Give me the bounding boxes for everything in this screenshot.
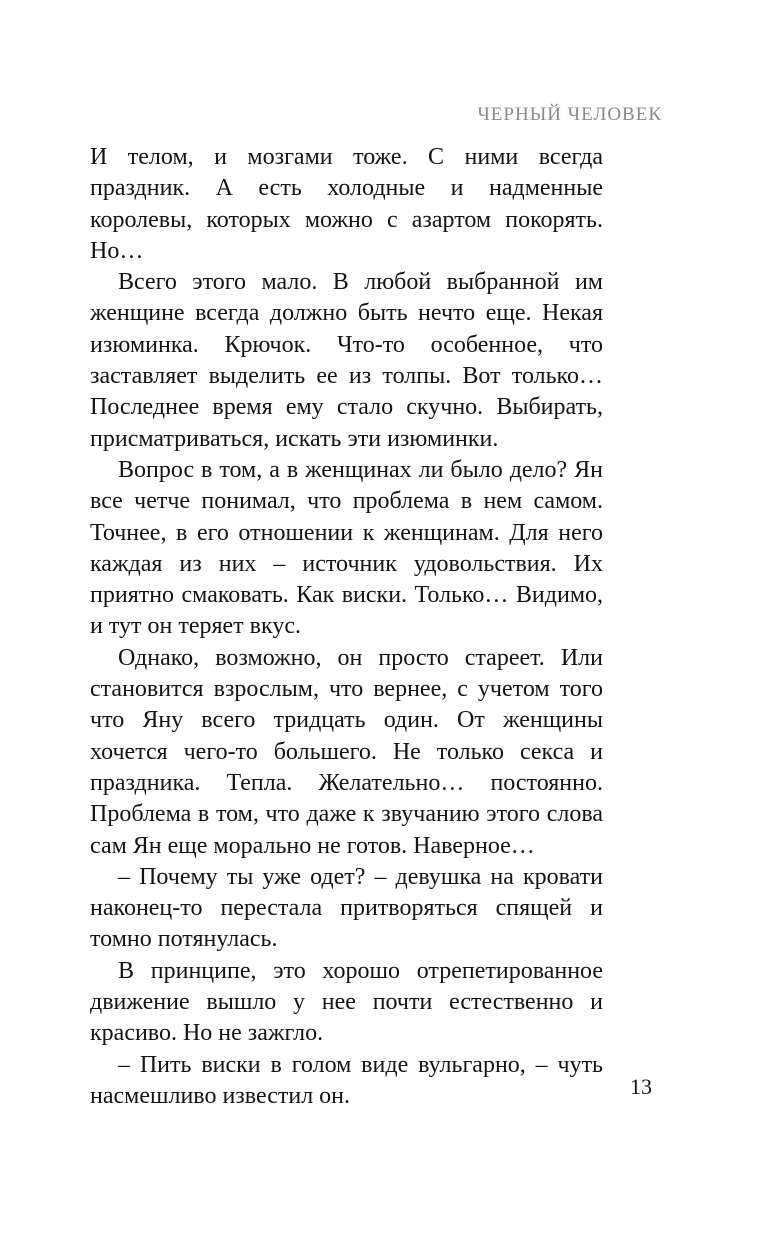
paragraph: В принципе, это хорошо отрепетированное движение вышло у нее почти естественно и красиво. Но не зажгло. (90, 957, 603, 1047)
paragraph: И телом, и мозгами тоже. С ними всегда праздник. А есть холодные и надменные королевы, которых можно с азартом покорять. Но… (90, 144, 603, 264)
paragraph: Однако, возможно, он просто стареет. Или становится взрослым, что вернее, с учетом того что Яну всего тридцать один. От женщины хочется чего-то большего. Не только секса и праздника. Тепла. Желательно… постоянно. Проблема в том, что даже к звучанию этого слова сам Ян еще морально не готов. Наверное… (90, 644, 603, 859)
body-text (90, 142, 603, 1112)
paragraph: – Почему ты уже одет? – девушка на кровати наконец-то перестала притворяться спящей и томно потянулась. (90, 863, 603, 953)
paragraph: Всего этого мало. В любой выбранной им женщине всегда должно быть нечто еще. Некая изюминка. Крючок. Что-то особенное, что заставляет выделить ее из толпы. Вот только… Последнее время ему стало скучно. Выбирать, присматриваться, искать эти изюминки. (90, 269, 603, 452)
paragraph: – Пить виски в голом виде вульгарно, – чуть насмешливо известил он. (90, 1051, 603, 1109)
paragraph: Вопрос в том, а в женщинах ли было дело? Ян все четче понимал, что проблема в нем самом. Точнее, в его отношении к женщинам. Для него каждая из них – источник удовольствия. Их приятно смаковать. Как виски. Только… Видимо, и тут он теряет вкус. (90, 456, 603, 640)
page-number: 13 (630, 1074, 652, 1099)
running-head: ЧЕРНЫЙ ЧЕЛОВЕК (477, 104, 662, 125)
